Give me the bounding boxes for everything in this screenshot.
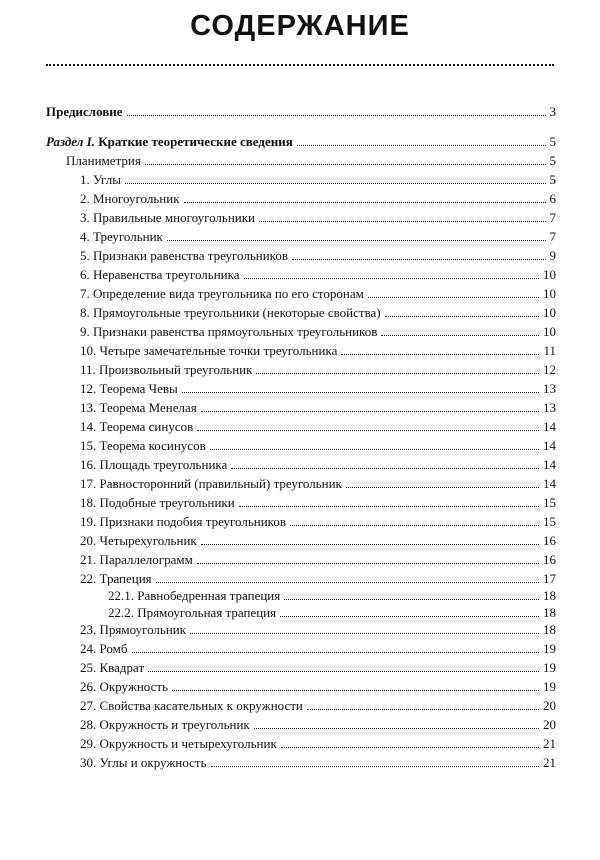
dot-leader bbox=[182, 392, 539, 393]
dot-leader bbox=[184, 202, 546, 203]
toc-entry-label: 6. Неравенства треугольника bbox=[80, 267, 240, 282]
dot-leader bbox=[297, 145, 546, 146]
title-divider bbox=[46, 64, 554, 66]
toc-entry[interactable] bbox=[80, 341, 556, 358]
toc-entry[interactable] bbox=[80, 639, 556, 656]
toc-entry[interactable] bbox=[80, 696, 556, 713]
toc-page-number: 11 bbox=[543, 343, 556, 358]
toc-entry-label: 30. Углы и окружность bbox=[80, 755, 207, 770]
toc-page-number: 13 bbox=[543, 381, 556, 396]
dot-leader bbox=[259, 221, 545, 222]
dot-leader bbox=[148, 671, 539, 672]
dot-leader bbox=[244, 278, 540, 279]
toc-page-number: 19 bbox=[543, 660, 556, 675]
dot-leader bbox=[280, 616, 539, 617]
toc-entry-label: 14. Теорема синусов bbox=[80, 419, 194, 434]
toc-entry[interactable] bbox=[80, 189, 556, 206]
dot-leader bbox=[201, 411, 539, 412]
toc-entry[interactable] bbox=[80, 677, 556, 694]
dot-leader bbox=[125, 183, 546, 184]
toc-entry[interactable] bbox=[80, 360, 556, 377]
page-title: СОДЕРЖАНИЕ bbox=[190, 10, 410, 42]
dot-leader bbox=[145, 164, 546, 165]
toc-entry-label: 5. Признаки равенства треугольников bbox=[80, 248, 288, 263]
toc-entry[interactable] bbox=[80, 493, 556, 510]
toc-entry-label: 26. Окружность bbox=[80, 679, 169, 694]
toc-entry[interactable] bbox=[80, 170, 556, 187]
dot-leader bbox=[190, 633, 539, 634]
toc-entry[interactable] bbox=[80, 246, 556, 263]
toc-entry-label: 29. Окружность и четырехугольник bbox=[80, 736, 277, 751]
dot-leader bbox=[211, 766, 539, 767]
toc-page-number: 18 bbox=[543, 622, 556, 637]
dot-leader bbox=[385, 316, 539, 317]
toc-page-number: 10 bbox=[543, 324, 556, 339]
toc-page-number: 13 bbox=[543, 400, 556, 415]
toc-page-number: 10 bbox=[543, 267, 556, 282]
dot-leader bbox=[167, 240, 546, 241]
toc-entry-label bbox=[46, 134, 293, 149]
toc-section-title: Краткие теоретические сведения bbox=[98, 134, 293, 149]
toc-entry[interactable] bbox=[80, 265, 556, 282]
dot-leader bbox=[172, 690, 539, 691]
toc-page-number: 14 bbox=[543, 457, 556, 472]
dot-leader bbox=[284, 599, 539, 600]
toc-page-number: 16 bbox=[543, 552, 556, 567]
dot-leader bbox=[381, 335, 539, 336]
toc-entry-label: 3. Правильные многоугольники bbox=[80, 210, 256, 225]
toc-page-number: 15 bbox=[543, 495, 556, 510]
toc-page-number: 7 bbox=[549, 210, 556, 225]
toc-entry[interactable] bbox=[80, 227, 556, 244]
toc-entry[interactable] bbox=[46, 102, 556, 119]
dot-leader bbox=[341, 354, 539, 355]
toc-entry-label: 7. Определение вида треугольника по его сторонам bbox=[80, 286, 364, 301]
dot-leader bbox=[307, 709, 539, 710]
toc-entry[interactable] bbox=[66, 151, 556, 168]
dot-leader bbox=[254, 728, 539, 729]
toc-entry-label: 28. Окружность и треугольник bbox=[80, 717, 250, 732]
toc-entry[interactable] bbox=[80, 531, 556, 548]
dot-leader bbox=[346, 487, 539, 488]
toc-entry[interactable] bbox=[80, 620, 556, 637]
toc-page-number: 15 bbox=[543, 514, 556, 529]
toc-entry-label: 12. Теорема Чевы bbox=[80, 381, 178, 396]
dot-leader bbox=[132, 652, 540, 653]
toc-entry[interactable] bbox=[80, 303, 556, 320]
toc-entry-label: 4. Треугольник bbox=[80, 229, 163, 244]
toc-page-number: 18 bbox=[543, 588, 556, 603]
toc-entry[interactable] bbox=[80, 734, 556, 751]
toc-entry-label: 17. Равносторонний (правильный) треугольник bbox=[80, 476, 342, 491]
toc-entry[interactable] bbox=[108, 586, 556, 603]
toc-entry[interactable] bbox=[80, 569, 556, 586]
toc-entry[interactable] bbox=[80, 455, 556, 472]
toc-page-number: 5 bbox=[549, 172, 556, 187]
toc-entry-label: Предисловие bbox=[46, 104, 123, 119]
toc-entry[interactable] bbox=[80, 436, 556, 453]
toc-entry-label: 21. Параллелограмм bbox=[80, 552, 193, 567]
toc-entry-label: 15. Теорема косинусов bbox=[80, 438, 206, 453]
toc-entry-label: 19. Признаки подобия треугольников bbox=[80, 514, 286, 529]
dot-leader bbox=[197, 563, 539, 564]
toc-page-number: 10 bbox=[543, 286, 556, 301]
toc-page-number: 10 bbox=[543, 305, 556, 320]
toc-page-number: 3 bbox=[549, 104, 556, 119]
dot-leader bbox=[281, 747, 539, 748]
toc-page-number: 19 bbox=[543, 679, 556, 694]
toc-page-number: 21 bbox=[543, 736, 556, 751]
dot-leader bbox=[210, 449, 539, 450]
toc-entry[interactable] bbox=[80, 474, 556, 491]
toc-page-number: 16 bbox=[543, 533, 556, 548]
toc-entry-label: 9. Признаки равенства прямоугольных треугольников bbox=[80, 324, 378, 339]
toc-entry-label: 11. Произвольный треугольник bbox=[80, 362, 253, 377]
toc-entry-label: 1. Углы bbox=[80, 172, 121, 187]
toc-entry-label: 22.1. Равнобедренная трапеция bbox=[108, 588, 281, 603]
toc-entry-label: 13. Теорема Менелая bbox=[80, 400, 197, 415]
toc-entry-label: 27. Свойства касательных к окружности bbox=[80, 698, 303, 713]
toc-entry[interactable] bbox=[80, 417, 556, 434]
toc-entry-label: 20. Четырехугольник bbox=[80, 533, 197, 548]
toc-page-number: 5 bbox=[549, 134, 556, 149]
dot-leader bbox=[239, 506, 539, 507]
toc-entry[interactable] bbox=[80, 658, 556, 675]
toc-page-number: 21 bbox=[543, 755, 556, 770]
toc-page-number: 14 bbox=[543, 419, 556, 434]
toc-entry[interactable] bbox=[80, 550, 556, 567]
toc-page-number: 14 bbox=[543, 476, 556, 491]
toc-page-number: 20 bbox=[543, 717, 556, 732]
dot-leader bbox=[256, 373, 539, 374]
toc-entry[interactable] bbox=[80, 512, 556, 529]
dot-leader bbox=[156, 582, 539, 583]
toc-entry-label: 25. Квадрат bbox=[80, 660, 145, 675]
toc-page-number: 12 bbox=[543, 362, 556, 377]
toc-entry[interactable] bbox=[80, 753, 556, 770]
toc-page-number: 7 bbox=[549, 229, 556, 244]
dot-leader bbox=[231, 468, 539, 469]
toc-entry-label: 16. Площадь треугольника bbox=[80, 457, 228, 472]
toc-entry[interactable] bbox=[108, 603, 556, 620]
toc-page-number: 20 bbox=[543, 698, 556, 713]
toc-section-number: Раздел I. bbox=[46, 134, 95, 149]
dot-leader bbox=[197, 430, 539, 431]
toc-entry-label: 23. Прямоугольник bbox=[80, 622, 187, 637]
toc-entry-label: 10. Четыре замечательные точки треугольника bbox=[80, 343, 338, 358]
dot-leader bbox=[292, 259, 546, 260]
toc-entry-label: 18. Подобные треугольники bbox=[80, 495, 235, 510]
toc-entry-label: 2. Многоугольник bbox=[80, 191, 180, 206]
toc-entry-label: 8. Прямоугольные треугольники (некоторые свойства) bbox=[80, 305, 381, 320]
toc-page-number: 19 bbox=[543, 641, 556, 656]
toc-entry[interactable] bbox=[80, 208, 556, 225]
toc-page-number: 14 bbox=[543, 438, 556, 453]
toc-entry-label: 22.2. Прямоугольная трапеция bbox=[108, 605, 277, 620]
toc-entry-label: 22. Трапеция bbox=[80, 571, 152, 586]
toc-entry[interactable] bbox=[80, 398, 556, 415]
dot-leader bbox=[201, 544, 539, 545]
toc-entry[interactable] bbox=[80, 322, 556, 339]
toc-page-number: 9 bbox=[549, 248, 556, 263]
dot-leader bbox=[368, 297, 539, 298]
toc-entry[interactable] bbox=[80, 284, 556, 301]
toc-entry[interactable] bbox=[80, 715, 556, 732]
toc-entry-label: Планиметрия bbox=[66, 153, 141, 168]
dot-leader bbox=[127, 115, 546, 116]
toc-entry[interactable] bbox=[80, 379, 556, 396]
dot-leader bbox=[290, 525, 539, 526]
toc-page-number: 6 bbox=[549, 191, 556, 206]
toc-page-number: 17 bbox=[543, 571, 556, 586]
toc-page-number: 18 bbox=[543, 605, 556, 620]
toc-page-number: 5 bbox=[549, 153, 556, 168]
toc-entry-label: 24. Ромб bbox=[80, 641, 128, 656]
toc-entry[interactable] bbox=[46, 132, 556, 149]
